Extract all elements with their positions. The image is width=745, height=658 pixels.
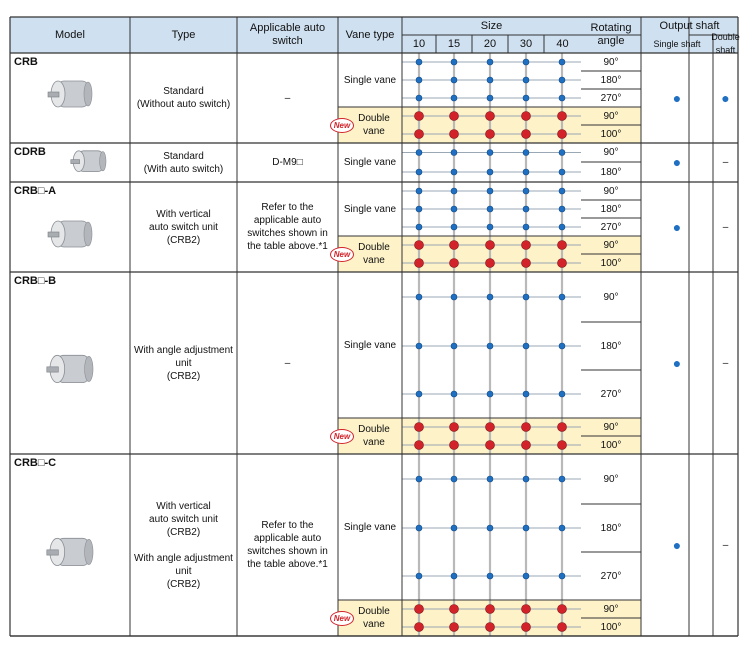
single-vane-dot-15 <box>451 294 457 300</box>
single-vane-dot-10 <box>416 206 422 212</box>
rotating-angle-value: 90° <box>603 56 619 68</box>
type-description: Standard (With auto switch) <box>143 150 224 175</box>
rotating-angle-value: 90° <box>603 421 619 433</box>
header-size: Size <box>480 19 503 32</box>
rotating-angle-value: 100° <box>600 257 622 269</box>
double-vane-dot-15 <box>450 112 459 121</box>
double-shaft-mark: – <box>722 539 729 551</box>
new-badge: New <box>330 118 354 133</box>
single-vane-dot-40 <box>559 169 565 175</box>
single-vane-dot-15 <box>451 224 457 230</box>
single-vane-dot-20 <box>487 294 493 300</box>
single-vane-dot-30 <box>523 59 529 65</box>
double-vane-dot-20 <box>486 259 495 268</box>
single-vane-dot-30 <box>523 150 529 156</box>
double-vane-dot-20 <box>486 112 495 121</box>
auto-switch-value: – <box>284 92 291 104</box>
header-auto-switch: Applicable auto switch <box>249 22 326 47</box>
single-vane-dot-30 <box>523 476 529 482</box>
product-image-crb-c <box>47 538 93 565</box>
double-vane-dot-40 <box>558 423 567 432</box>
rotating-angle-value: 100° <box>600 128 622 140</box>
product-image-crb-a <box>48 221 92 247</box>
single-vane-dot-15 <box>451 59 457 65</box>
single-vane-dot-20 <box>487 343 493 349</box>
rotating-angle-value: 180° <box>600 340 622 352</box>
rotating-angle-value: 180° <box>600 166 622 178</box>
type-description: With vertical auto switch unit (CRB2) With angle adjustment unit (CRB2) <box>134 500 233 590</box>
double-vane-dot-30 <box>522 130 531 139</box>
double-shaft-mark: – <box>722 357 729 369</box>
model-name: CRB□-B <box>14 275 57 287</box>
double-vane-dot-40 <box>558 623 567 632</box>
rotating-angle-value: 270° <box>600 221 622 233</box>
header-model: Model <box>55 28 85 41</box>
single-vane-dot-10 <box>416 224 422 230</box>
single-vane-dot-20 <box>487 169 493 175</box>
single-vane-dot-30 <box>523 224 529 230</box>
double-vane-dot-15 <box>450 605 459 614</box>
single-vane-dot-30 <box>523 95 529 101</box>
new-badge: New <box>330 611 354 626</box>
single-shaft-mark: ● <box>672 89 682 106</box>
double-vane-dot-40 <box>558 259 567 268</box>
single-vane-dot-40 <box>559 343 565 349</box>
rotating-angle-value: 270° <box>600 92 622 104</box>
single-vane-dot-10 <box>416 294 422 300</box>
rotating-angle-value: 100° <box>600 621 622 633</box>
double-vane-dot-20 <box>486 423 495 432</box>
type-description: Standard (Without auto switch) <box>136 86 231 110</box>
auto-switch-value: Refer to the applicable auto switches shown in the table above.*1 <box>247 520 328 570</box>
single-vane-dot-40 <box>559 150 565 156</box>
rotating-angle-value: 180° <box>600 203 622 215</box>
double-shaft-mark: – <box>722 221 729 233</box>
single-shaft-mark: ● <box>672 536 682 553</box>
double-vane-dot-15 <box>450 441 459 450</box>
rotating-angle-value: 90° <box>603 110 619 122</box>
single-vane-dot-15 <box>451 525 457 531</box>
single-vane-dot-30 <box>523 188 529 194</box>
single-vane-dot-40 <box>559 188 565 194</box>
single-vane-dot-15 <box>451 206 457 212</box>
header-size-10: 10 <box>412 37 426 50</box>
single-vane-dot-10 <box>416 150 422 156</box>
rotating-angle-value: 100° <box>600 439 622 451</box>
type-description: With angle adjustment unit (CRB2) <box>134 344 233 382</box>
single-vane-dot-20 <box>487 188 493 194</box>
single-vane-label: Single vane <box>343 339 397 351</box>
double-vane-dot-30 <box>522 441 531 450</box>
single-vane-label: Single vane <box>343 157 397 168</box>
single-vane-dot-10 <box>416 525 422 531</box>
single-vane-dot-40 <box>559 59 565 65</box>
single-vane-dot-40 <box>559 95 565 101</box>
rotating-angle-value: 270° <box>600 570 622 582</box>
single-vane-dot-30 <box>523 525 529 531</box>
header-vane-type: Vane type <box>345 28 395 41</box>
single-vane-dot-40 <box>559 77 565 83</box>
single-vane-dot-30 <box>523 169 529 175</box>
rotating-angle-value: 90° <box>603 239 619 251</box>
double-vane-dot-20 <box>486 605 495 614</box>
header-single-shaft: Single shaft <box>653 38 701 49</box>
single-shaft-mark: ● <box>672 154 682 170</box>
double-vane-dot-40 <box>558 605 567 614</box>
single-vane-dot-10 <box>416 391 422 397</box>
single-vane-dot-30 <box>523 206 529 212</box>
model-name: CRB <box>14 56 38 68</box>
single-vane-dot-20 <box>487 476 493 482</box>
product-image-crb <box>48 81 92 107</box>
single-vane-dot-15 <box>451 391 457 397</box>
double-vane-dot-20 <box>486 441 495 450</box>
single-vane-dot-15 <box>451 188 457 194</box>
double-vane-dot-40 <box>558 130 567 139</box>
single-vane-dot-10 <box>416 343 422 349</box>
header-type: Type <box>171 28 196 41</box>
auto-switch-value: – <box>284 357 291 369</box>
auto-switch-value: Refer to the applicable auto switches shown in the table above.*1 <box>247 202 328 252</box>
header-output-shaft: Output shaft <box>659 19 720 32</box>
double-vane-dot-15 <box>450 623 459 632</box>
single-vane-dot-20 <box>487 391 493 397</box>
single-vane-dot-40 <box>559 573 565 579</box>
single-vane-dot-15 <box>451 476 457 482</box>
double-vane-dot-15 <box>450 130 459 139</box>
single-vane-dot-40 <box>559 206 565 212</box>
double-vane-label: Double vane <box>358 113 390 137</box>
double-shaft-mark: ● <box>721 89 730 106</box>
double-vane-dot-30 <box>522 623 531 632</box>
new-badge: New <box>330 247 354 262</box>
single-vane-dot-30 <box>523 77 529 83</box>
single-vane-dot-15 <box>451 77 457 83</box>
double-vane-dot-40 <box>558 441 567 450</box>
single-vane-dot-15 <box>451 95 457 101</box>
model-name: CRB□-C <box>14 457 57 469</box>
model-name: CDRB <box>14 146 46 158</box>
header-size-20: 20 <box>483 37 497 50</box>
double-vane-label: Double vane <box>358 242 390 266</box>
header-double-shaft: Double shaft <box>711 32 740 55</box>
rotating-angle-value: 90° <box>603 147 619 158</box>
rotating-angle-value: 90° <box>603 291 619 303</box>
single-vane-dot-15 <box>451 169 457 175</box>
double-vane-dot-20 <box>486 241 495 250</box>
single-vane-dot-20 <box>487 77 493 83</box>
single-vane-dot-20 <box>487 150 493 156</box>
header-size-15: 15 <box>447 37 461 50</box>
single-vane-label: Single vane <box>343 74 397 86</box>
single-vane-dot-10 <box>416 188 422 194</box>
double-vane-label: Double vane <box>358 606 390 630</box>
double-vane-dot-15 <box>450 423 459 432</box>
rotating-angle-value: 90° <box>603 185 619 197</box>
product-image-crb-b <box>47 355 93 382</box>
single-vane-dot-10 <box>416 59 422 65</box>
single-vane-dot-20 <box>487 573 493 579</box>
rotating-angle-value: 90° <box>603 603 619 615</box>
single-vane-dot-20 <box>487 206 493 212</box>
header-size-40: 40 <box>556 37 569 50</box>
single-vane-dot-30 <box>523 343 529 349</box>
double-vane-dot-15 <box>450 259 459 268</box>
single-vane-dot-10 <box>416 77 422 83</box>
double-vane-dot-10 <box>415 441 424 450</box>
rotating-angle-value: 270° <box>600 388 622 400</box>
double-vane-dot-20 <box>486 623 495 632</box>
model-name: CRB□-A <box>14 185 57 197</box>
single-vane-dot-30 <box>523 573 529 579</box>
single-vane-dot-40 <box>559 224 565 230</box>
double-vane-dot-20 <box>486 130 495 139</box>
single-vane-dot-30 <box>523 391 529 397</box>
single-vane-label: Single vane <box>343 203 397 215</box>
header-rotating-angle: Rotating angle <box>590 22 632 47</box>
double-vane-dot-40 <box>558 112 567 121</box>
single-vane-dot-15 <box>451 150 457 156</box>
double-shaft-mark: – <box>722 157 729 168</box>
double-vane-dot-10 <box>415 423 424 432</box>
single-vane-dot-20 <box>487 525 493 531</box>
single-vane-dot-15 <box>451 573 457 579</box>
double-vane-dot-30 <box>522 423 531 432</box>
single-vane-dot-10 <box>416 169 422 175</box>
type-description: With vertical auto switch unit (CRB2) <box>149 208 218 246</box>
single-vane-dot-40 <box>559 476 565 482</box>
auto-switch-value: D-M9□ <box>272 157 303 168</box>
single-vane-dot-20 <box>487 224 493 230</box>
double-vane-dot-10 <box>415 259 424 268</box>
single-vane-dot-40 <box>559 294 565 300</box>
rotating-angle-value: 180° <box>600 522 622 534</box>
double-vane-label: Double vane <box>358 424 390 448</box>
double-vane-dot-10 <box>415 241 424 250</box>
rotating-angle-value: 180° <box>600 74 622 86</box>
double-vane-dot-30 <box>522 112 531 121</box>
double-vane-dot-10 <box>415 605 424 614</box>
new-badge: New <box>330 429 354 444</box>
single-vane-dot-20 <box>487 59 493 65</box>
double-vane-dot-15 <box>450 241 459 250</box>
single-vane-dot-10 <box>416 476 422 482</box>
header-size-30: 30 <box>519 37 533 50</box>
double-vane-dot-10 <box>415 623 424 632</box>
single-vane-dot-40 <box>559 391 565 397</box>
single-vane-dot-20 <box>487 95 493 101</box>
single-shaft-mark: ● <box>672 218 682 235</box>
rotating-angle-value: 90° <box>603 473 619 485</box>
double-vane-dot-30 <box>522 259 531 268</box>
double-vane-dot-10 <box>415 112 424 121</box>
double-vane-dot-30 <box>522 605 531 614</box>
double-vane-dot-10 <box>415 130 424 139</box>
single-vane-dot-30 <box>523 294 529 300</box>
single-vane-dot-40 <box>559 525 565 531</box>
double-vane-dot-40 <box>558 241 567 250</box>
single-vane-dot-10 <box>416 573 422 579</box>
double-vane-dot-30 <box>522 241 531 250</box>
single-vane-dot-15 <box>451 343 457 349</box>
single-shaft-mark: ● <box>672 354 682 371</box>
single-vane-label: Single vane <box>343 521 397 533</box>
single-vane-dot-10 <box>416 95 422 101</box>
